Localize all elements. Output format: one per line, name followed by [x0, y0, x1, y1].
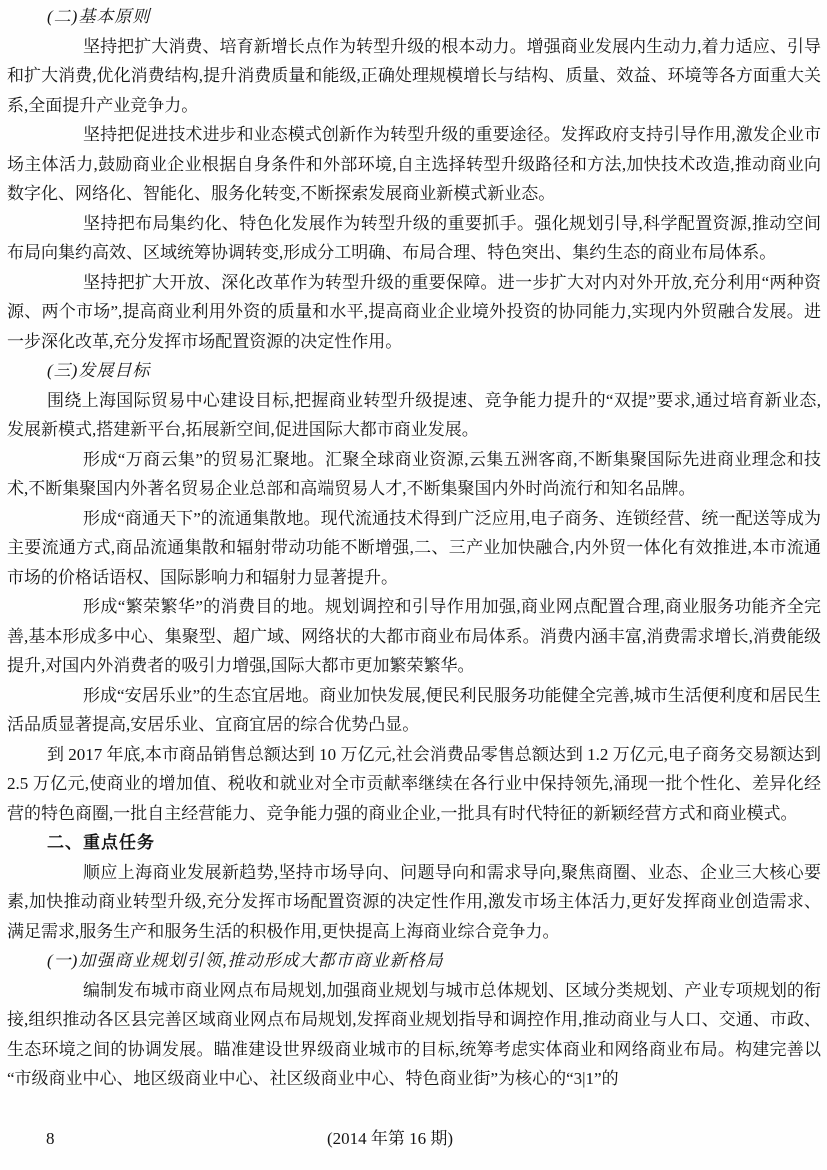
paragraph: 形成“安居乐业”的生态宜居地。商业加快发展,便民利民服务功能健全完善,城市生活便利度和居民生活品质显著提高,安居乐业、宜商宜居的综合优势凸显。: [7, 685, 821, 734]
issue-label: (2014 年第 16 期): [326, 1129, 454, 1148]
paragraph: 编制发布城市商业网点布局规划,加强商业规划与城市总体规划、区域分类规划、产业专项规划的衔接,组织推动各区县完善区域商业网点布局规划,发挥商业规划指导和调控作用,推动商业与人口、交通、市政、生态环境之间的协调发展。瞄准建设世界级商业城市的目标,统筹考虑实体商业和网络商业布局。构建完善以“市级商业中心、地区级商业中心、社区级商业中心、特色商业街”为核心的“3|1”的: [7, 980, 821, 1088]
paragraph: 形成“万商云集”的贸易汇聚地。汇聚全球商业资源,云集五洲客商,不断集聚国际先进商业理念和技术,不断集聚国内外著名贸易企业总部和高端贸易人才,不断集聚国内外时尚流行和知名品牌。: [7, 449, 821, 498]
paragraph: 到 2017 年底,本市商品销售总额达到 10 万亿元,社会消费品零售总额达到 1.2 万亿元,电子商务交易额达到 2.5 万亿元,使商业的增加值、税收和就业对全市贡献率继续在各行业中保持领先,涌现一批个性化、差异化经营的特色商圈,一批自主经营能力、竞争能力强的商业企业,一批具有时代特征的新颖经营方式和商业模式。: [7, 744, 821, 823]
page-number: 8: [46, 1129, 55, 1148]
paragraph: 坚持把促进技术进步和业态模式创新作为转型升级的重要途径。发挥政府支持引导作用,激发企业市场主体活力,鼓励商业企业根据自身条件和外部环境,自主选择转型升级路径和方法,加快技术改造,推动商业向数字化、网络化、智能化、服务化转变,不断探索发展商业新模式新业态。: [7, 125, 821, 203]
paragraph: 坚持把扩大开放、深化改革作为转型升级的重要保障。进一步扩大对内对外开放,充分利用“两种资源、两个市场”,提高商业利用外资的质量和水平,提高商业企业境外投资的协同能力,实现内外贸融合发展。进一步深化改革,充分发挥市场配置资源的决定性作用。: [7, 272, 821, 351]
paragraph: 顺应上海商业发展新趋势,坚持市场导向、问题导向和需求导向,聚焦商圈、业态、企业三大核心要素,加快推动商业转型升级,充分发挥市场配置资源的决定性作用,激发市场主体活力,更好发挥商业创造需求、满足需求,服务生产和服务生活的积极作用,更快提高上海商业综合竞争力。: [7, 862, 821, 941]
section-heading: (三)发展目标: [47, 361, 151, 380]
page-footer: [0, 1124, 827, 1154]
section-heading: (二)基本原则: [47, 7, 151, 26]
paragraph: 形成“繁荣繁华”的消费目的地。规划调控和引导作用加强,商业网点配置合理,商业服务功能齐全完善,基本形成多中心、集聚型、超广域、网络状的大都市商业布局体系。消费内涵丰富,消费需求增长,消费能级提升,对国内外消费者的吸引力增强,国际大都市更加繁荣繁华。: [7, 597, 821, 675]
section-heading: (一)加强商业规划引领,推动形成大都市商业新格局: [47, 951, 444, 970]
section-heading: 二、重点任务: [47, 833, 155, 852]
paragraph: 坚持把布局集约化、特色化发展作为转型升级的重要抓手。强化规划引导,科学配置资源,推动空间布局向集约高效、区域统筹协调转变,形成分工明确、布局合理、特色突出、集约生态的商业布局体系。: [7, 213, 821, 262]
paragraph: 坚持把扩大消费、培育新增长点作为转型升级的根本动力。增强商业发展内生动力,着力适应、引导和扩大消费,优化消费结构,提升消费质量和能级,正确处理规模增长与结构、质量、效益、环境等各方面重大关系,全面提升产业竞争力。: [7, 36, 821, 115]
paragraph: 形成“商通天下”的流通集散地。现代流通技术得到广泛应用,电子商务、连锁经营、统一配送等成为主要流通方式,商品流通集散和辐射带动功能不断增强,二、三产业加快融合,内外贸一体化有效推进,本市流通市场的价格话语权、国际影响力和辐射力显著提升。: [7, 508, 821, 587]
paragraph: 围绕上海国际贸易中心建设目标,把握商业转型升级提速、竞争能力提升的“双提”要求,通过培育新业态,发展新模式,搭建新平台,拓展新空间,促进国际大都市商业发展。: [7, 390, 821, 439]
